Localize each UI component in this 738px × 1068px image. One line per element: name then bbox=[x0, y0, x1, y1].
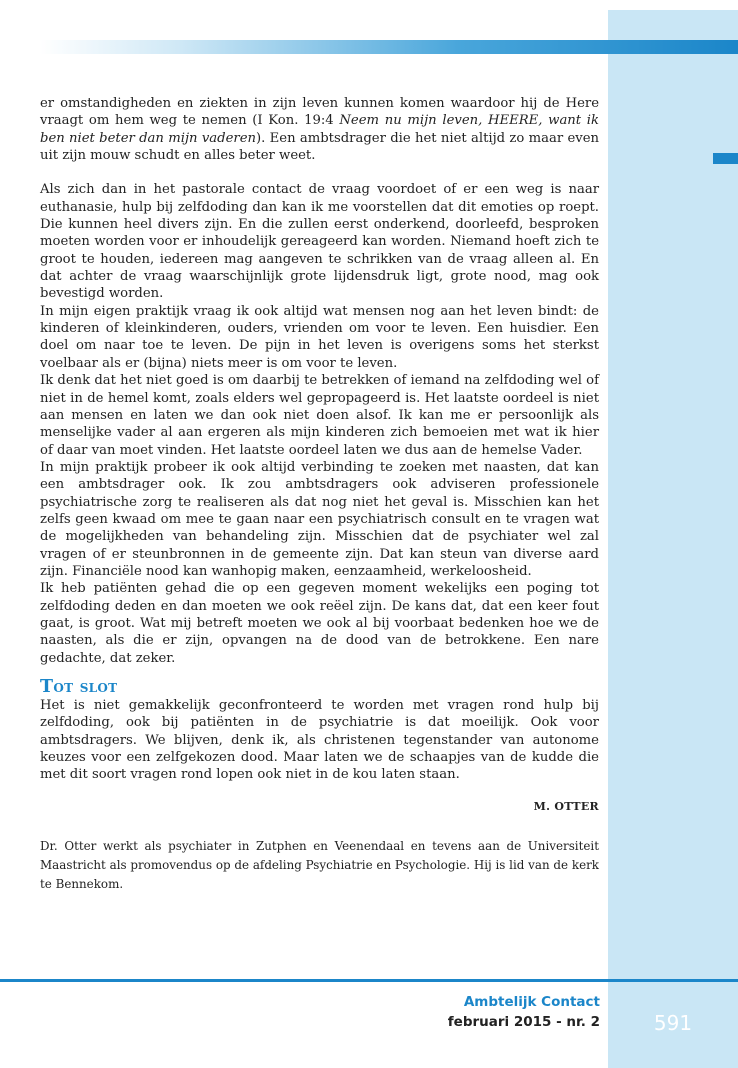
paragraph-7: Het is niet gemakkelijk geconfronteerd te worden met vragen rond hulp bij zelfdoding, ook bij patiënten in de psychiatrie is dat moeilijk. Ook voor ambtsdragers. We blijven, denk ik, als christenen tegenstander van autonome keuzes voor een zelfgekozen dood. Maar laten we de schaapjes van de kudde die met dit soort vragen rond lopen ook niet in de kou laten staan. bbox=[40, 698, 599, 783]
page-number: 591 bbox=[653, 1011, 693, 1035]
article-body bbox=[40, 95, 599, 894]
side-color-band bbox=[608, 10, 738, 1068]
paragraph-1-end: ). Een ambtsdrager die het niet altijd zo maar even uit zijn mouw schudt en alles beter weet. bbox=[40, 130, 600, 164]
paragraph-3: In mijn eigen praktijk vraag ik ook altijd wat mensen nog aan het leven bindt: de kinderen of kleinkinderen, ouders, vrienden om voor te leven. Een huisdier. Een doel om naar toe te leven. De pijn in het leven is overigens soms het sterkst voelbaar als er (bijna) niets meer is om voor te leven. bbox=[40, 303, 599, 371]
side-tab-marker bbox=[713, 153, 738, 164]
paragraph-1-text: er omstandigheden en ziekten in zijn leven kunnen komen waardoor hij de Here vraagt om hem weg te nemen (I Kon. 19:4 bbox=[40, 96, 599, 129]
footer-rule bbox=[0, 979, 738, 982]
author-bio: Dr. Otter werkt als psychiater in Zutphen en Veenendaal en tevens aan de Universiteit Maastricht als promovendus op de afdeling Psychiatrie en Psychologie. Hij is lid van de kerk te Bennekom. bbox=[40, 839, 599, 892]
section-heading: Tot slot bbox=[40, 677, 118, 697]
paragraph-4: Ik denk dat het niet goed is om daarbij te betrekken of iemand na zelfdoding wel of niet in de hemel komt, zoals elders wel gepropageerd is. Het laatste oordeel is niet aan mensen en laten we dan ook niet doen alsof. Ik kan me er persoonlijk als menselijke vader al aan ergeren als mijn kinderen zich bemoeien met wat ik hier of daar van moet vinden. Het laatste oordeel laten we dus aan de hemelse Vader. bbox=[40, 373, 599, 458]
paragraph-5: In mijn praktijk probeer ik ook altijd verbinding te zoeken met naasten, dat kan een ambtsdrager ook. Ik zou ambtsdragers ook adviseren professionele psychiatrische zorg te realiseren als dat nog niet het geval is. Misschien kan het zelfs geen kwaad om mee te gaan naar een psychiatrisch consult en te vragen wat de mogelijkheden van behandeling zijn. Misschien dat de psychiater wel zal vragen of er steunbronnen in de gemeente zijn. Dat kan steun van diverse aard zijn. Financiële nood kan wanhopig maken, eenzaamheid, werkeloosheid. bbox=[40, 459, 599, 579]
author-signature: M. OTTER bbox=[533, 799, 599, 813]
paragraph-6: Ik heb patiënten gehad die op een gegeven moment wekelijks een poging tot zelfdoding deden en dan moeten we ook reëel zijn. De kans dat, dat een keer fout gaat, is groot. Wat mij betreft moeten we ook al bij voorbaat bedenken hoe we de naasten, als die er zijn, opvangen na de dood van de betrokkene. Een nare gedachte, dat zeker. bbox=[40, 581, 599, 666]
header-gradient-rule bbox=[40, 40, 738, 54]
issue-info: februari 2015 - nr. 2 bbox=[447, 1014, 600, 1030]
bible-quote: Neem nu mijn leven, HEERE, want ik ben niet beter dan mijn vaderen bbox=[40, 113, 599, 146]
paragraph-1 bbox=[40, 95, 599, 164]
journal-name: Ambtelijk Contact bbox=[463, 994, 600, 1010]
paragraph-2: Als zich dan in het pastorale contact de vraag voordoet of er een weg is naar euthanasie, hulp bij zelfdoding dan kan ik me voorstellen dat dit emoties op roept. Die kunnen heel divers zijn. En die zullen eerst onderkend, doorleefd, besproken moeten worden voor er inhoudelijk gereageerd kan worden. Niemand hoeft zich te groot te houden, iedereen mag aangeven te schrikken van de vraag alleen al. En dat achter de vraag waarschijnlijk grote lijdensdruk ligt, grote nood, mag ook bevestigd worden. bbox=[40, 182, 599, 302]
